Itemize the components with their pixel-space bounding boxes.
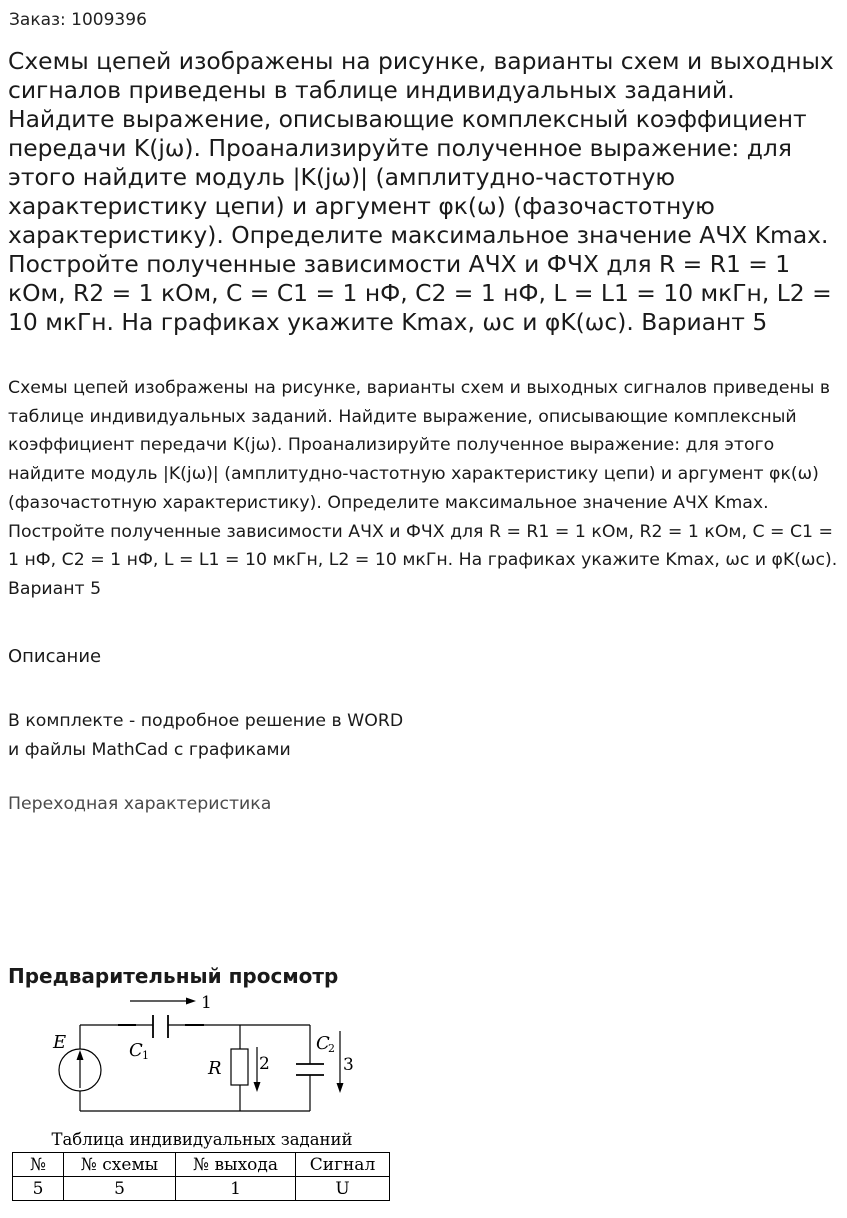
resistor [231,1049,248,1085]
description-text: В комплекте - подробное решение в WORD и файлы MathCad с графиками [8,711,404,760]
table-caption: Таблица индивидуальных заданий [51,1130,353,1149]
order-number: Заказ: 1009396 [9,10,147,30]
task-text: Схемы цепей изображены на рисунке, варианты схем и выходных сигналов приведены в таблице индивидуальных заданий. Найдите выражение, описывающие комплексный коэффициент передачи K(jω). Проанализируйте полученное выражение: для этого найдите модуль |K(jω)| (амплитудно-частотную характеристику цепи) и аргумент φк(ω) (фазочастотную характеристику). Определите максимальное значение АЧХ Kmax. Постройте полученные зависимости АЧХ и ФЧХ для R = R1 = 1 кОм, R2 = 1 кОм, C = C1 = 1 нФ, C2 = 1 нФ, L = L1 = 10 мкГн, L2 = 10 мкГн. На графиках укажите Kmax, ωc и φK(ωc). Вариант 5 [8,378,838,599]
table-header-cell: № схемы [64,1153,176,1177]
transient-response-link[interactable]: Переходная характеристика [8,794,272,814]
circuit-diagram [0,988,400,1118]
output-label-3: 3 [343,1055,354,1075]
output-label-2: 2 [259,1054,270,1074]
table-row [13,1177,390,1201]
capacitor1-label: C [129,1040,143,1061]
capacitor1-subscript: 1 [142,1049,149,1062]
description-heading: Описание [8,646,102,667]
table-cell: 5 [64,1177,176,1201]
table-header-cell: Сигнал [296,1153,390,1177]
output-arrow-2-head [254,1082,261,1092]
page-title: Схемы цепей изображены на рисунке, варианты схем и выходных сигналов приведены в таблице индивидуальных заданий. Найдите выражение, описывающие комплексный коэффициент передачи K(jω). Проанализируйте полученное выражение: для этого найдите модуль |K(jω)| (амплитудно-частотную характеристику цепи) и аргумент φк(ω) (фазочастотную характеристику). Определите максимальное значение АЧХ Kmax. Постройте полученные зависимости АЧХ и ФЧХ для R = R1 = 1 кОм, R2 = 1 кОм, C = C1 = 1 нФ, C2 = 1 нФ, L = L1 = 10 мкГн, L2 = 10 мкГн. На графиках укажите Kmax, ωc и φK(ωc). Вариант 5 [8,47,834,336]
table-cell: U [296,1177,390,1201]
resistor-label: R [208,1058,222,1079]
capacitor2-subscript: 2 [328,1042,335,1055]
table-header-cell: № выхода [176,1153,296,1177]
table-header-cell: № [13,1153,64,1177]
output-label-1: 1 [201,993,212,1013]
table-cell: 5 [13,1177,64,1201]
table-cell: 1 [176,1177,296,1201]
output-arrow-3-head [337,1083,344,1093]
assignment-table [12,1152,390,1201]
table-header-row [13,1153,390,1177]
capacitor2-label: C [316,1033,330,1054]
preview-heading: Предварительный просмотр [8,964,339,988]
output-arrow-1-head [186,998,196,1005]
source-label: E [53,1032,67,1053]
